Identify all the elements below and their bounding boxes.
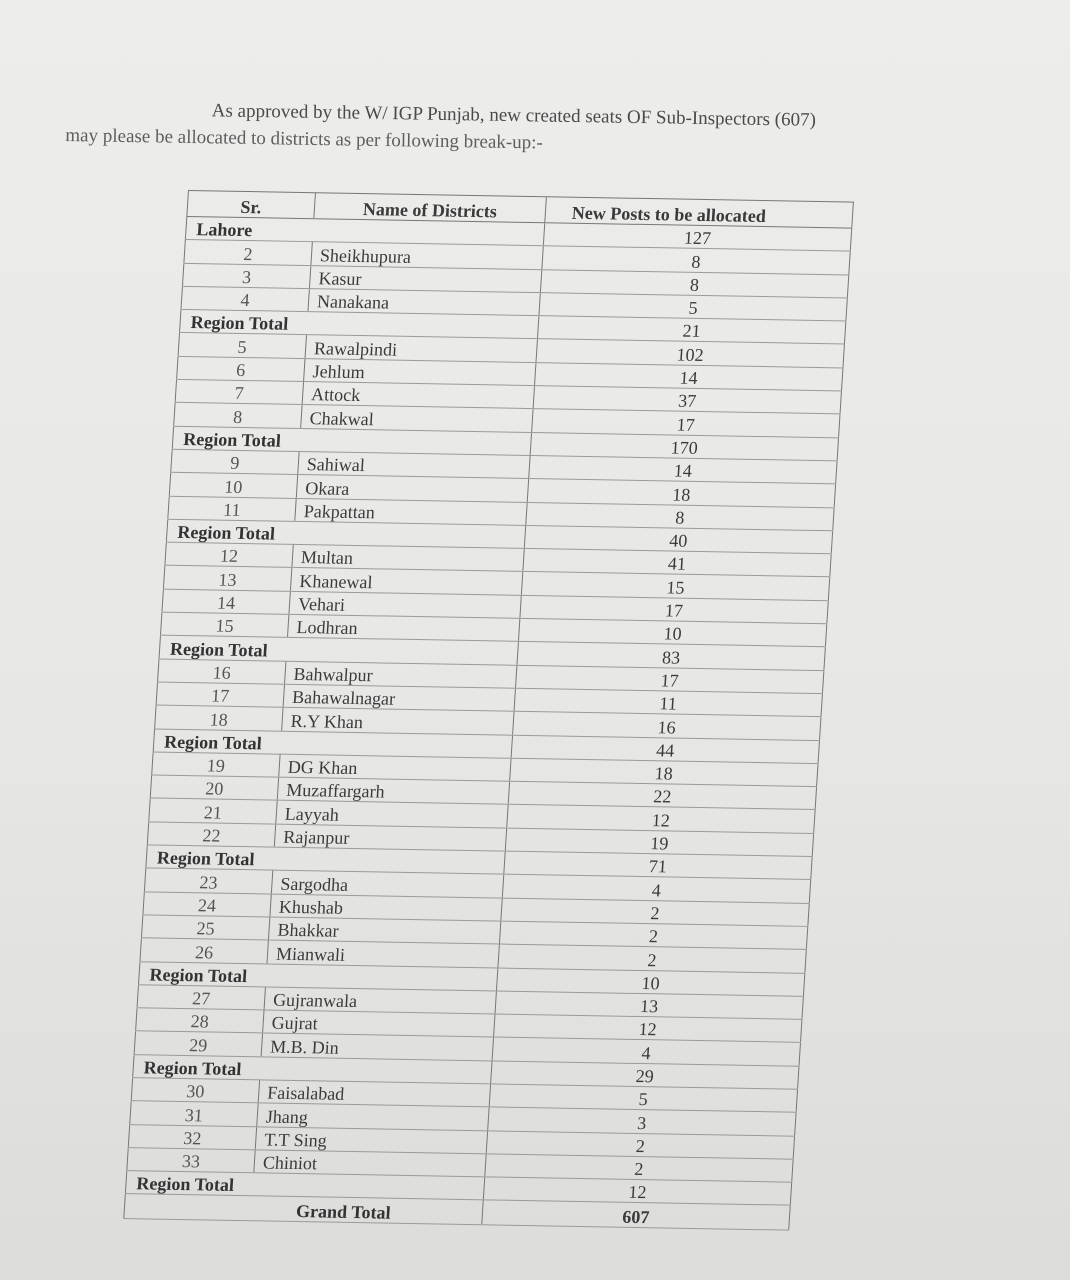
row-sr: 30 bbox=[131, 1078, 259, 1103]
allocation-table bbox=[123, 190, 854, 1231]
row-sr: 8 bbox=[174, 403, 302, 428]
row-sr: 18 bbox=[155, 705, 283, 730]
row-sr: 7 bbox=[175, 379, 303, 404]
row-posts-value: 10 bbox=[518, 618, 826, 647]
row-sr: 24 bbox=[143, 891, 271, 916]
row-posts-value: 8 bbox=[542, 246, 850, 275]
row-single-label: Lahore bbox=[185, 216, 544, 246]
row-sr: 3 bbox=[182, 263, 310, 288]
row-district-name: T.T Sing bbox=[255, 1126, 487, 1153]
row-district-name: M.B. Din bbox=[261, 1033, 493, 1060]
row-posts-value: 14 bbox=[529, 455, 837, 484]
row-district-name: Sahiwal bbox=[298, 451, 530, 478]
row-sr: 29 bbox=[134, 1031, 262, 1056]
row-sr: 15 bbox=[160, 612, 288, 637]
row-sr: 16 bbox=[158, 659, 286, 684]
row-district-name: Jehlum bbox=[304, 358, 536, 385]
row-district-name: Bhakkar bbox=[268, 917, 500, 944]
row-sr: 25 bbox=[141, 915, 269, 940]
region-total-value: 71 bbox=[504, 851, 812, 880]
row-district-name: R.Y Khan bbox=[282, 707, 514, 734]
row-district-name: Rajanpur bbox=[274, 824, 506, 851]
row-posts-value: 102 bbox=[536, 339, 844, 368]
grand-total-value: 607 bbox=[482, 1200, 791, 1230]
region-total-value: 29 bbox=[491, 1061, 799, 1090]
row-sr: 4 bbox=[181, 286, 309, 311]
row-district-name: Khushab bbox=[270, 894, 502, 921]
region-total-value: 21 bbox=[537, 316, 845, 345]
region-total-label: Region Total bbox=[153, 729, 512, 759]
intro-line-1: As approved by the W/ IGP Punjab, new created seats OF Sub-Inspectors (607) bbox=[211, 100, 817, 131]
grand-total-label: Grand Total bbox=[124, 1194, 484, 1225]
row-district-name: Pakpattan bbox=[295, 498, 527, 525]
row-posts-value: 4 bbox=[502, 874, 810, 903]
row-sr: 28 bbox=[136, 1008, 264, 1033]
row-district-name: Chakwal bbox=[301, 405, 533, 432]
row-posts-value: 37 bbox=[533, 386, 841, 415]
region-total-value: 170 bbox=[530, 432, 838, 461]
row-district-name: Muzaffargarh bbox=[277, 777, 509, 804]
row-sr: 14 bbox=[162, 589, 290, 614]
row-posts-value: 8 bbox=[540, 269, 848, 298]
row-posts-value: 5 bbox=[539, 293, 847, 322]
row-sr: 31 bbox=[130, 1101, 258, 1126]
row-sr: 26 bbox=[140, 938, 268, 963]
row-district-name: Rawalpindi bbox=[305, 335, 537, 362]
row-sr: 22 bbox=[147, 822, 275, 847]
region-total-label: Region Total bbox=[172, 426, 531, 456]
row-posts-value: 11 bbox=[514, 688, 822, 717]
row-district-name: Okara bbox=[296, 475, 528, 502]
row-posts-value: 17 bbox=[532, 409, 840, 438]
row-posts-value: 4 bbox=[492, 1037, 800, 1066]
row-posts-value: 127 bbox=[543, 223, 851, 252]
row-posts-value: 22 bbox=[508, 781, 816, 810]
header-sr: Sr. bbox=[187, 191, 316, 219]
row-posts-value: 5 bbox=[489, 1084, 797, 1113]
region-total-label: Region Total bbox=[125, 1171, 484, 1201]
row-posts-value: 12 bbox=[494, 1014, 802, 1043]
row-posts-value: 2 bbox=[498, 944, 806, 973]
row-posts-value: 19 bbox=[505, 828, 813, 857]
row-sr: 10 bbox=[169, 473, 297, 498]
row-posts-value: 41 bbox=[523, 549, 831, 578]
row-sr: 21 bbox=[149, 798, 277, 823]
row-sr: 32 bbox=[128, 1124, 256, 1149]
row-sr: 19 bbox=[152, 752, 280, 777]
row-sr: 23 bbox=[144, 868, 272, 893]
region-total-label: Region Total bbox=[139, 961, 498, 991]
header-district-name: Name of Districts bbox=[314, 193, 547, 223]
row-district-name: Khanewal bbox=[290, 568, 522, 595]
row-posts-value: 18 bbox=[527, 479, 835, 508]
row-district-name: Sargodha bbox=[271, 870, 503, 897]
region-total-value: 44 bbox=[511, 735, 819, 764]
row-district-name: Gujranwala bbox=[264, 987, 496, 1014]
row-sr: 9 bbox=[171, 449, 299, 474]
row-sr: 33 bbox=[127, 1147, 255, 1172]
row-district-name: Bahwalpur bbox=[285, 661, 517, 688]
row-district-name: Jhang bbox=[257, 1103, 489, 1130]
row-posts-value: 8 bbox=[526, 502, 834, 531]
row-posts-value: 14 bbox=[535, 362, 843, 391]
row-posts-value: 3 bbox=[488, 1107, 796, 1136]
region-total-label: Region Total bbox=[166, 519, 525, 549]
region-total-value: 40 bbox=[524, 525, 832, 554]
row-district-name: Lodhran bbox=[287, 614, 519, 641]
row-sr: 6 bbox=[177, 356, 305, 381]
intro-line-2: may please be allocated to districts as per following break-up:- bbox=[65, 124, 543, 154]
row-district-name: Nanakana bbox=[308, 289, 540, 316]
region-total-label: Region Total bbox=[180, 310, 539, 340]
row-sr: 20 bbox=[150, 775, 278, 800]
intro-paragraph bbox=[65, 95, 966, 163]
region-total-label: Region Total bbox=[146, 845, 505, 875]
row-posts-value: 17 bbox=[515, 665, 823, 694]
row-posts-value: 13 bbox=[495, 991, 803, 1020]
row-district-name: DG Khan bbox=[279, 754, 511, 781]
row-sr: 5 bbox=[178, 333, 306, 358]
region-total-label: Region Total bbox=[159, 635, 518, 665]
row-district-name: Gujrat bbox=[263, 1010, 495, 1037]
row-posts-value: 12 bbox=[507, 805, 815, 834]
row-sr: 13 bbox=[163, 566, 291, 591]
region-total-value: 12 bbox=[483, 1177, 791, 1206]
row-district-name: Faisalabad bbox=[258, 1080, 490, 1107]
region-total-label: Region Total bbox=[133, 1054, 492, 1084]
row-posts-value: 2 bbox=[501, 898, 809, 927]
row-posts-value: 16 bbox=[513, 712, 821, 741]
row-sr: 11 bbox=[168, 496, 296, 521]
row-district-name: Mianwali bbox=[267, 940, 499, 967]
row-posts-value: 2 bbox=[486, 1130, 794, 1159]
row-posts-value: 2 bbox=[499, 921, 807, 950]
row-sr: 17 bbox=[156, 682, 284, 707]
row-posts-value: 2 bbox=[485, 1154, 793, 1183]
region-total-value: 83 bbox=[517, 642, 825, 671]
header-new-posts: New Posts to be allocated bbox=[545, 197, 854, 228]
row-district-name: Multan bbox=[292, 545, 524, 572]
region-total-value: 10 bbox=[496, 968, 804, 997]
row-posts-value: 18 bbox=[510, 758, 818, 787]
row-sr: 27 bbox=[137, 985, 265, 1010]
row-sr: 12 bbox=[165, 542, 293, 567]
table-body bbox=[124, 216, 852, 1230]
row-posts-value: 15 bbox=[521, 572, 829, 601]
row-district-name: Layyah bbox=[276, 801, 508, 828]
row-sr: 2 bbox=[184, 240, 312, 265]
row-district-name: Sheikhupura bbox=[311, 242, 543, 269]
row-district-name: Vehari bbox=[289, 591, 521, 618]
row-district-name: Bahawalnagar bbox=[283, 684, 515, 711]
row-district-name: Chiniot bbox=[254, 1150, 486, 1177]
row-posts-value: 17 bbox=[520, 595, 828, 624]
row-district-name: Kasur bbox=[309, 265, 541, 292]
row-district-name: Attock bbox=[302, 382, 534, 409]
